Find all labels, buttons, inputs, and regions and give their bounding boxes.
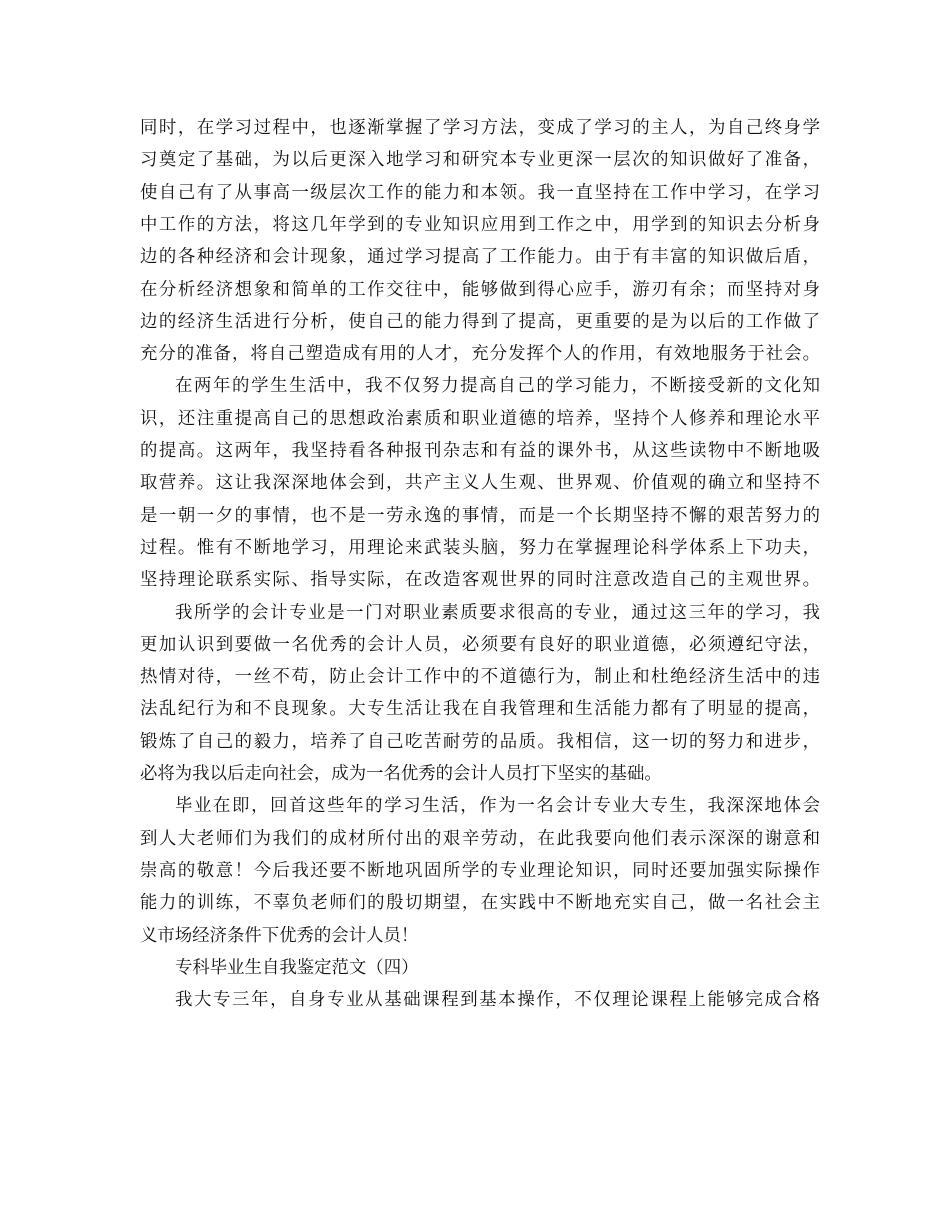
paragraph-line: 更加认识到要做一名优秀的会计人员，必须要有良好的职业道德，必须遵纪守法， [140, 634, 820, 655]
paragraph-line: 义市场经济条件下优秀的会计人员！ [140, 925, 419, 946]
paragraph-line: 在分析经济想象和简单的工作交往中，能够做到得心应手，游刃有余；而坚持对身 [140, 279, 820, 300]
paragraph-first-line: 我所学的会计专业是一门对职业素质要求很高的专业，通过这三年的学习，我 [175, 602, 820, 623]
paragraph-line: 崇高的敬意！今后我还要不断地巩固所学的专业理论知识，同时还要加强实际操作 [140, 860, 820, 881]
paragraph-line: 习奠定了基础，为以后更深入地学习和研究本专业更深一层次的知识做好了准备， [140, 150, 820, 171]
paragraph-line: 充分的准备，将自己塑造成有用的人才，充分发挥个人的作用，有效地服务于社会。 [140, 344, 820, 365]
paragraph-line: 坚持理论联系实际、指导实际，在改造客观世界的同时注意改造自己的主观世界。 [140, 570, 820, 591]
paragraph-line: 取营养。这让我深深地体会到，共产主义人生观、世界观、价值观的确立和坚持不 [140, 473, 820, 494]
paragraph-line: 法乱纪行为和不良现象。大专生活让我在自我管理和生活能力都有了明显的提高， [140, 699, 820, 720]
paragraph-first-line: 我大专三年，自身专业从基础课程到基本操作，不仅理论课程上能够完成合格 [175, 990, 820, 1011]
paragraph-line: 边的经济生活进行分析，使自己的能力得到了提高，更重要的是为以后的工作做了 [140, 311, 820, 332]
paragraph-line: 是一朝一夕的事情，也不是一劳永逸的事情，而是一个长期坚持不懈的艰苦努力的 [140, 505, 820, 526]
paragraph-line: 必将为我以后走向社会，成为一名优秀的会计人员打下坚实的基础。 [140, 764, 662, 784]
paragraph-line: 中工作的方法，将这几年学到的专业知识应用到工作之中，用学到的知识去分析身 [140, 214, 820, 235]
paragraph-line: 能力的训练，不辜负老师们的殷切期望，在实践中不断地充实自己，做一名社会主 [140, 893, 820, 914]
paragraph-line: 边的各种经济和会计现象，通过学习提高了工作能力。由于有丰富的知识做后盾， [140, 247, 820, 268]
paragraph-line: 同时，在学习过程中，也逐渐掌握了学习方法，变成了学习的主人，为自己终身学 [140, 118, 820, 138]
paragraph-first-line: 毕业在即，回首这些年的学习生活，作为一名会计专业大专生，我深深地体会 [175, 796, 820, 817]
paragraph-line: 到人大老师们为我们的成材所付出的艰辛劳动，在此我要向他们表示深深的谢意和 [140, 828, 820, 849]
paragraph-line: 锻炼了自己的毅力，培养了自己吃苦耐劳的品质。我相信，这一切的努力和进步， [140, 731, 820, 752]
paragraph-line: 热情对待，一丝不苟，防止会计工作中的不道德行为，制止和杜绝经济生活中的违 [140, 667, 820, 688]
paragraph-line: 过程。惟有不断地学习，用理论来武装头脑，努力在掌握理论科学体系上下功夫， [140, 537, 820, 558]
paragraph-line: 识，还注重提高自己的思想政治素质和职业道德的培养，坚持个人修养和理论水平 [140, 408, 820, 429]
paragraph-line: 使自己有了从事高一级层次工作的能力和本领。我一直坚持在工作中学习，在学习 [140, 182, 820, 203]
paragraph-line: 的提高。这两年，我坚持看各种报刊杂志和有益的课外书，从这些读物中不断地吸 [140, 441, 820, 461]
paragraph-first-line: 在两年的学生生活中，我不仅努力提高自己的学习能力，不断接受新的文化知 [175, 376, 820, 397]
paragraph-first-line: 专科毕业生自我鉴定范文（四） [175, 957, 419, 978]
